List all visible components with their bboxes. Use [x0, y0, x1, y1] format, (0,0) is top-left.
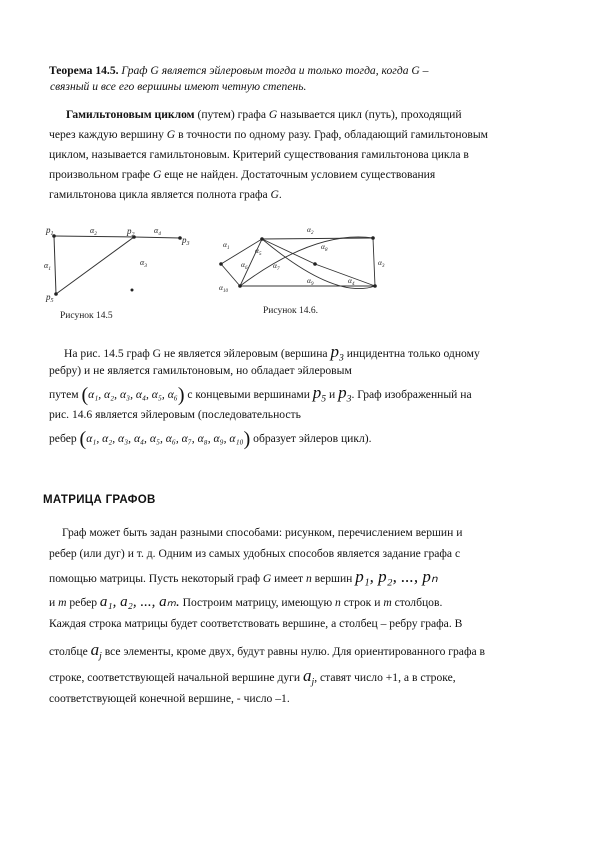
label-a6: $\alpha_6$: [241, 260, 248, 271]
math-sequence: p₁, p₂, ..., pₙ: [355, 567, 438, 586]
edge-p5-p2: [56, 237, 134, 294]
paren-open: (: [81, 384, 89, 406]
theorem-text: Граф G является эйлеровым тогда и только тогда, когда G –: [118, 64, 429, 77]
text: , ставят число +1, а в строке,: [314, 671, 456, 684]
vertex-p5: [54, 292, 58, 296]
label-a3: $\alpha_3$: [140, 258, 147, 269]
matrix-line-5: Каждая строка матрицы будет соответствовать вершине, а столбец – ребру графа. В: [49, 617, 463, 630]
paren-open: (: [79, 428, 87, 450]
label-a4: $\alpha_4$: [154, 226, 161, 237]
matrix-line-8: соответствующей конечной вершине, - число –1.: [49, 692, 290, 705]
edge-top: [262, 238, 373, 239]
text: строке, соответствующей начальной вершине дуги: [49, 671, 303, 684]
vertex-5: [238, 284, 242, 288]
edge-mid-2: [315, 264, 375, 286]
math-sub: 3: [338, 352, 344, 364]
math-sub: 3: [346, 393, 352, 405]
label-p2: $p_2$: [127, 226, 135, 238]
math-g: G: [268, 108, 278, 121]
caption-14-5: Рисунок 14.5: [60, 311, 113, 321]
vertex-2: [371, 236, 375, 240]
section-heading: МАТРИЦА ГРАФОВ: [43, 494, 156, 506]
label-p3: $p_3$: [182, 235, 190, 247]
math-a: a: [303, 666, 312, 685]
math-m: m: [383, 596, 392, 609]
vertex-6: [373, 284, 377, 288]
edge-p1-p5: [54, 236, 56, 294]
hamilton-line-4: [49, 168, 435, 182]
math-g: G: [270, 188, 279, 201]
text: Построим матрицу, имеющую: [179, 596, 336, 609]
edge-mid-1: [262, 239, 315, 264]
text: ребер: [66, 596, 100, 609]
text: еще не найден. Достаточным условием существования: [161, 168, 436, 181]
paren-close: ): [243, 428, 251, 450]
figure-14-5: [38, 220, 208, 325]
math-n: n: [305, 572, 312, 585]
text: помощью матрицы. Пусть некоторый граф: [49, 572, 263, 585]
math-g: G: [262, 572, 272, 585]
math-sub: j: [311, 676, 315, 688]
label-p1: $p_1$: [46, 225, 54, 237]
matrix-line-4: [49, 595, 442, 610]
text: все элементы, кроме двух, будут равны нулю. Для ориентированного графа в: [101, 645, 485, 658]
text: ребер: [49, 432, 80, 445]
hamilton-term: Гамильтоновым циклом: [66, 108, 195, 121]
text: произвольном графе: [49, 168, 153, 181]
label-a5: $\alpha_5$: [255, 246, 262, 257]
math-p: p: [312, 383, 322, 402]
text: инцидентна только одному: [343, 347, 480, 360]
label-a4: $\alpha_4$: [348, 276, 355, 287]
text: (путем) графа: [194, 108, 269, 121]
text: гамильтонова цикла является полнота графа: [49, 188, 271, 201]
text: столбцов.: [391, 596, 443, 609]
edge-right: [373, 238, 375, 286]
matrix-line-6: [49, 640, 485, 663]
math-n: n: [335, 596, 341, 609]
hamilton-line-3: циклом, называется гамильтоновым. Критерий существования гамильтонова цикла в: [49, 148, 469, 161]
text: и: [326, 388, 339, 401]
math-sequence: α₁, α₂, α₃, α₄, α₅, α₆, α₇, α₈, α₉, α₁₀: [86, 432, 244, 445]
label-a1: $\alpha_1$: [223, 240, 230, 251]
label-a3: $\alpha_3$: [378, 258, 385, 269]
math-g: G: [166, 128, 176, 141]
edge-curve-2: [262, 239, 375, 289]
matrix-line-7: [49, 666, 456, 689]
vertex-isolated: [131, 289, 134, 292]
text: строк и: [340, 596, 384, 609]
matrix-line-3: [49, 567, 438, 586]
hamilton-line-2: [49, 128, 488, 142]
label-a9: $\alpha_9$: [307, 276, 314, 287]
edge-left-down: [221, 264, 240, 286]
vertex-1: [260, 237, 264, 241]
matrix-line-2: ребер (или дуг) и т. д. Одним из самых удобных способов является задание графа с: [49, 547, 461, 560]
text: образует эйлеров цикл).: [250, 432, 372, 445]
text: . Граф изображенный на: [351, 388, 472, 401]
math-sequence: α₁, α₂, α₃, α₄, α₅, α₆: [88, 388, 178, 401]
edge-p2-p3: [134, 237, 180, 238]
label-p5: $p_5$: [46, 292, 54, 304]
text: путем: [49, 388, 82, 401]
text: через каждую вершину: [49, 128, 167, 141]
text: с концевыми вершинами: [184, 388, 313, 401]
caption-14-6: Рисунок 14.6.: [263, 306, 319, 316]
text: в точности по одному разу. Граф, обладающий гамильтоновым: [175, 128, 488, 141]
text: вершин: [311, 572, 356, 585]
theorem-title: Теорема 14.5.: [49, 64, 119, 77]
label-a2: $\alpha_2$: [307, 225, 314, 236]
theorem-line-2: связный и все его вершины имеют четную степень.: [50, 80, 307, 93]
analysis-line-5: [49, 428, 372, 450]
math-g: G: [152, 168, 162, 181]
vertex-4: [313, 262, 317, 266]
text: и: [49, 596, 59, 609]
math-sub: j: [99, 650, 102, 662]
math-sub: 5: [321, 393, 327, 405]
math-m: m: [58, 596, 67, 609]
paren-close: ): [177, 384, 185, 406]
hamilton-line-5: [49, 188, 282, 202]
label-a7: $\alpha_7$: [273, 261, 280, 272]
vertex-3: [219, 262, 223, 266]
text: На рис. 14.5 граф G не является эйлеровым (вершина: [64, 347, 331, 360]
text: имеет: [271, 572, 306, 585]
label-a10: $\alpha_{10}$: [219, 283, 228, 294]
text: столбце: [49, 645, 91, 658]
label-a2: $\alpha_2$: [90, 226, 97, 237]
analysis-line-2: ребру) и не является гамильтоновым, но обладает эйлеровым: [49, 364, 352, 377]
analysis-line-1: [64, 342, 480, 365]
text: .: [278, 188, 282, 201]
matrix-line-1: Граф может быть задан разными способами: рисунком, перечислением вершин и: [62, 526, 463, 539]
analysis-line-3: [49, 383, 472, 406]
theorem-line-1: [49, 64, 428, 78]
label-a8: $\alpha_8$: [321, 242, 328, 253]
figure-14-6: [215, 220, 385, 320]
math-p: p: [330, 342, 339, 361]
hamilton-line-1: [66, 108, 462, 122]
math-a: a: [90, 640, 100, 659]
analysis-line-4: рис. 14.6 является эйлеровым (последовательность: [49, 408, 301, 421]
text: называется цикл (путь), проходящий: [277, 108, 462, 121]
math-sequence: a₁, a₂, ..., aₘ.: [99, 594, 180, 610]
math-p: p: [338, 383, 347, 402]
label-a1: $\alpha_1$: [44, 261, 51, 272]
